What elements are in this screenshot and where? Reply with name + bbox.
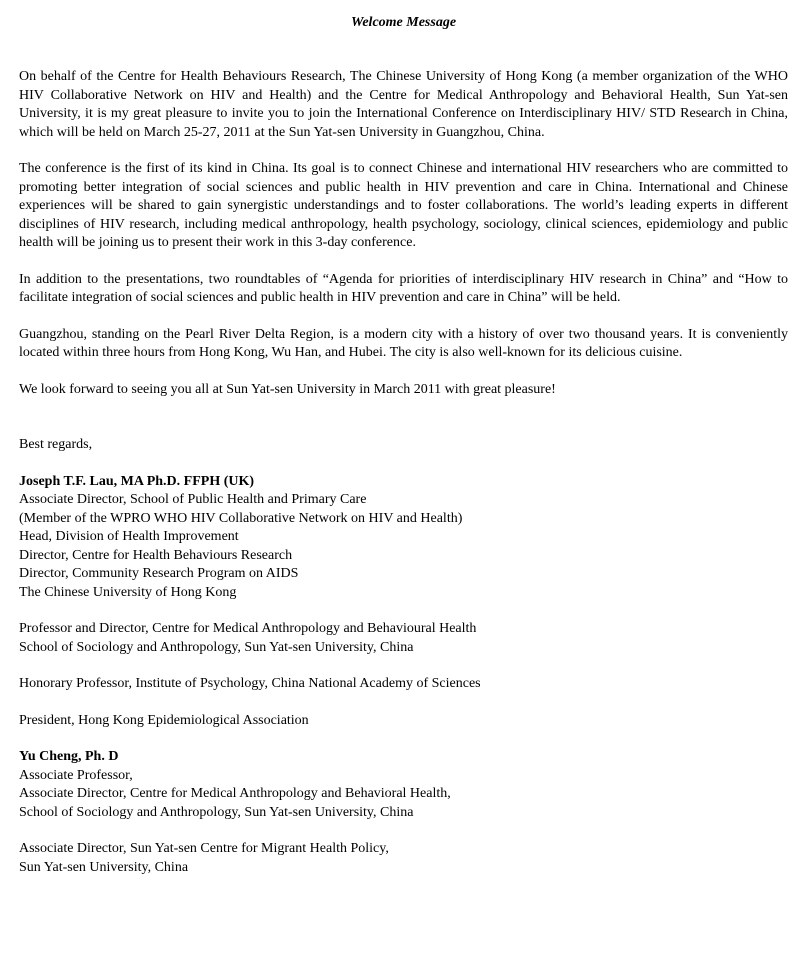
signatory-title-line: Head, Division of Health Improvement	[19, 529, 239, 544]
signatory-title-line: Associate Director, School of Public Health and Primary Care	[19, 492, 367, 507]
signatory-title-line: Professor and Director, Centre for Medical Anthropology and Behavioural Health	[19, 621, 477, 636]
signatory-title-line: The Chinese University of Hong Kong	[19, 584, 237, 600]
signatory-title-line: Sun Yat-sen University, China	[19, 859, 189, 875]
signatory-lau-block-1	[19, 473, 788, 603]
signatory-title-line: President, Hong Kong Epidemiological Association	[19, 712, 309, 728]
page-title: Welcome Message	[350, 15, 457, 30]
signatory-lau-block-2	[19, 620, 788, 657]
signatory-title-line: Associate Director, Sun Yat-sen Centre for Migrant Health Policy,	[19, 841, 389, 856]
signatory-title-line: Director, Centre for Health Behaviours Research	[19, 547, 293, 563]
signatory-title-line: Associate Director, Centre for Medical Anthropology and Behavioral Health,	[19, 786, 451, 801]
closing-greeting: Best regards,	[19, 437, 93, 452]
signatory-title-line: (Member of the WPRO WHO HIV Collaborative Network on HIV and Health)	[19, 510, 463, 526]
signatory-name: Joseph T.F. Lau, MA Ph.D. FFPH (UK)	[19, 473, 255, 489]
paragraph-invitation: On behalf of the Centre for Health Behaviours Research, The Chinese University of Hong Kong (a member organization of the WHO HIV Collaborative Network on HIV and Health) and the Centre for Medical Anthropology and Behavioral Health, Sun Yat-sen University, it is my great pleasure to invite you to join the International Conference on Interdisciplinary HIV/ STD Research in China, which will be held on March 25-27, 2011 at the Sun Yat-sen University in Guangzhou, China.	[19, 69, 788, 140]
signatory-lau-block-4	[19, 712, 788, 731]
signatory-title-line: Director, Community Research Program on AIDS	[19, 566, 299, 581]
signatory-name: Yu Cheng, Ph. D	[19, 749, 119, 764]
signatory-title-line: School of Sociology and Anthropology, Sun Yat-sen University, China	[19, 639, 414, 655]
signatory-cheng-block-1	[19, 748, 788, 822]
paragraph-roundtables: In addition to the presentations, two roundtables of “Agenda for priorities of interdisciplinary HIV research in China” and “How to facilitate integration of social sciences and public health in HIV prevention and care in China” will be held.	[19, 271, 788, 305]
signatory-title-line: Honorary Professor, Institute of Psychology, China National Academy of Sciences	[19, 676, 481, 691]
paragraph-conference-goal: The conference is the first of its kind in China. Its goal is to connect Chinese and international HIV researchers who are committed to promoting better integration of social sciences and public health in HIV prevention and care in China. International and Chinese experiences will be shared to gain synergistic understandings and to foster collaborations. The world’s leading experts in different disciplines of HIV research, including medical anthropology, health psychology, sociology, clinical sciences, epidemiology and public health will be joining us to present their work in this 3-day conference.	[19, 161, 788, 250]
signatory-title-line: School of Sociology and Anthropology, Sun Yat-sen University, China	[19, 804, 414, 820]
paragraph-look-forward: We look forward to seeing you all at Sun Yat-sen University in March 2011 with great pleasure!	[19, 381, 556, 397]
paragraph-guangzhou: Guangzhou, standing on the Pearl River Delta Region, is a modern city with a history of over two thousand years. It is conveniently located within three hours from Hong Kong, Wu Han, and Hubei. The city is also well-known for its delicious cuisine.	[19, 326, 788, 360]
signatory-title-line: Associate Professor,	[19, 767, 133, 783]
signatory-lau-block-3	[19, 675, 788, 694]
signatory-cheng-block-2	[19, 840, 788, 877]
